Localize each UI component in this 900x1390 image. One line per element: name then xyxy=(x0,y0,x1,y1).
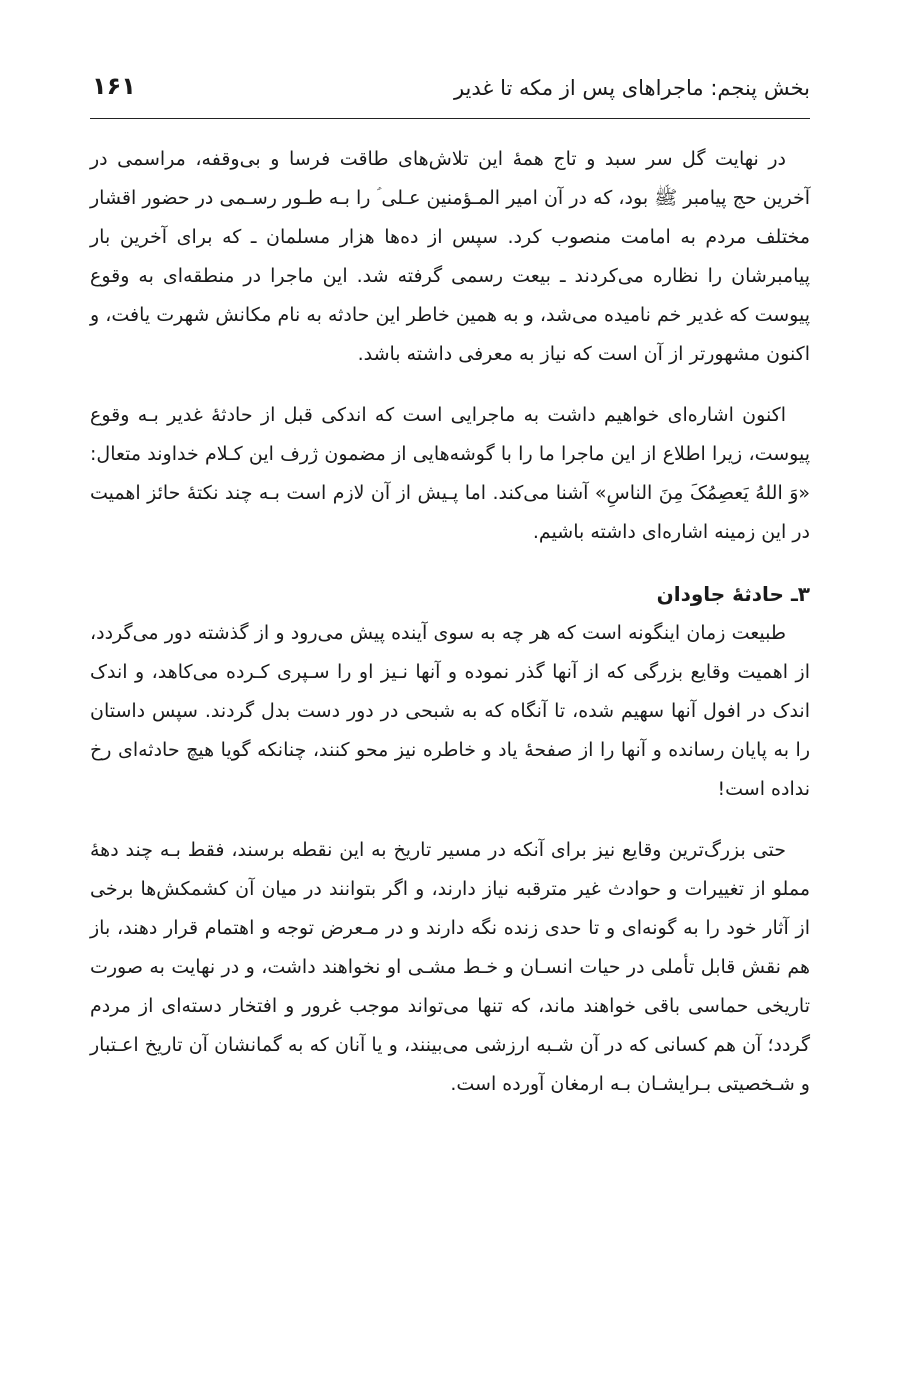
page-number: ۱۶۱ xyxy=(92,72,136,100)
section-heading: ۳ـ حادثهٔ جاودان xyxy=(656,582,810,606)
running-header xyxy=(90,62,810,119)
page-body xyxy=(90,140,810,1126)
paragraph: طبیعت زمان اینگونه است که هر چه به سوی آینده پیش می‌رود و از گذشته دور می‌گردد، از اهمیت وقایع بزرگی که از آنها گذر نموده و آنها نـیز او را سـپری کـرده می‌کاهد، و اندک اندک در افول آنها سهیم شده، تا آنگاه که به شبحی در دور دست بدل گردند. سپس داستان را به پایان رسانده و آنها را از صفحهٔ یاد و خاطره نیز محو کنند، چنانکه گویا هیچ حادثه‌ای رخ نداده است! xyxy=(90,622,810,800)
paragraph: حتی بزرگ‌ترین وقایع نیز برای آنکه در مسیر تاریخ به این نقطه برسند، فقط بـه چند دههٔ مملو از تغییرات و حوادث غیر مترقبه نیاز دارند، و اگر بتوانند در میان آن کشمکش‌ها برخی از آثار خود را به گونه‌ای و تا حدی زنده نگه دارند و در مـعرض توجه و اهتمام قرار دهند، باز هم نقش قابل تأملی در حیات انسـان و خـط مشـی او نخواهند داشت، و در نهایت به صورت تاریخی حماسی باقی خواهند ماند، که تنها می‌تواند موجب غرور و افتخار دسته‌ای از مردم گردد؛ آن هم کسانی که در آن شـبه ارزشی می‌بینند، و یا آنان که به گمانشان آن تاریخ اعـتبار و شـخصیتی بـرایشـان بـه ارمغان آورده است. xyxy=(90,839,810,1095)
paragraph: در نهایت گل سر سبد و تاج همهٔ این تلاش‌های طاقت فرسا و بی‌وقفه، مراسمی در آخرین حج پیامبر ﷺ بود، که در آن امیر المـؤمنین عـلی ؑ را بـه طـور رسـمی در حضور اقشار مختلف مردم به امامت منصوب کرد. سپس از ده‌ها هزار مسلمان ـ که برای آخرین بار پیامبرشان را نظاره می‌کردند ـ بیعت رسمی گرفته شد. این ماجرا در منطقه‌ای به وقوع پیوست که غدیر خم نامیده می‌شد، و به همین خاطر این حادثه به نام مکانش شهرت یافت، و اکنون مشهورتر از آن است که نیاز به معرفی داشته باشد. xyxy=(90,148,810,365)
book-page xyxy=(90,0,810,1390)
chapter-title: بخش پنجم: ماجراهای پس از مکه تا غدیر xyxy=(453,76,810,100)
paragraph: اکنون اشاره‌ای خواهیم داشت به ماجرایی است که اندکی قبل از حادثهٔ غدیر بـه وقوع پیوست، زیرا اطلاع از این ماجرا ما را با گوشه‌هایی از مضمون ژرف این کـلام خداوند متعال: «وَ اللهُ یَعصِمُکَ مِنَ الناسِ» آشنا می‌کند. اما پـیش از آن لازم است بـه چند نکتهٔ حائز اهمیت در این زمینه اشاره‌ای داشته باشیم. xyxy=(90,404,810,543)
